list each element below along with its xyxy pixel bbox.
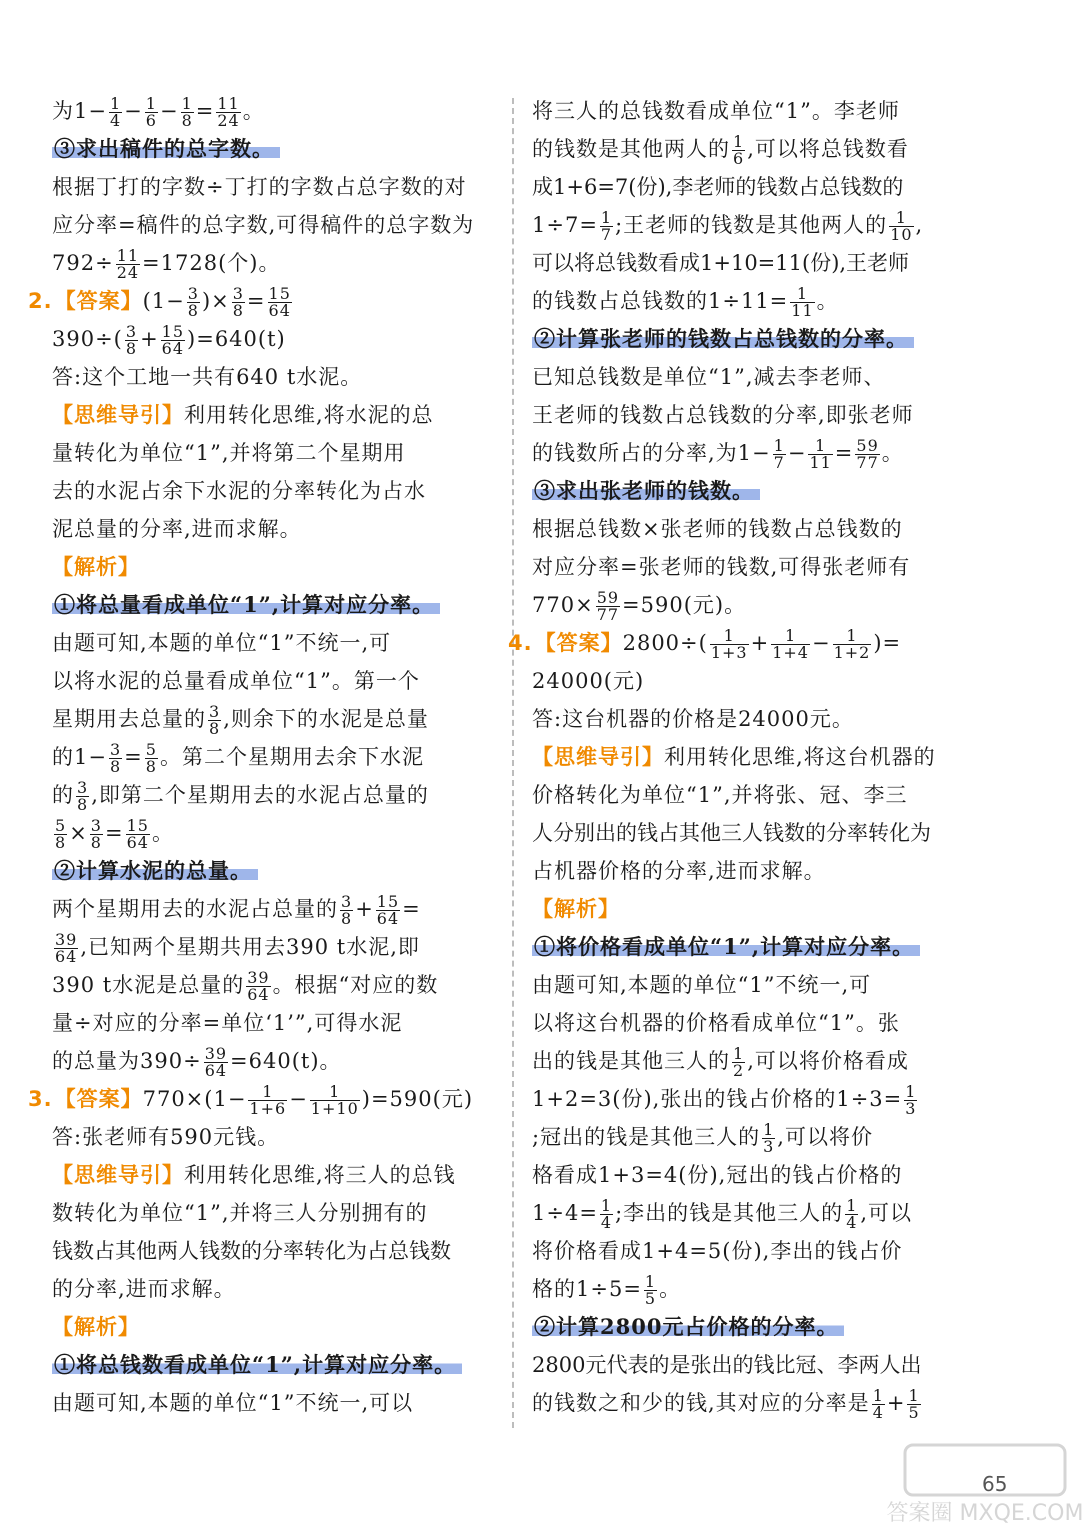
text-line: 的分率,进而求解。 xyxy=(52,1277,236,1301)
text-line: 以将水泥的总量看成单位“1”。第一个 xyxy=(52,669,420,693)
text-line: 应分率=稿件的总字数,可得稿件的总字数为 xyxy=(52,213,475,237)
column-divider xyxy=(512,98,514,1428)
step-heading: ②计算水泥的总量。 xyxy=(52,852,497,890)
text-line: 可以将总钱数看成1+10=11(份),王老师 xyxy=(532,251,910,275)
left-column xyxy=(28,92,497,1422)
text-line: 王老师的钱数占总钱数的分率,即张老师 xyxy=(532,403,914,427)
text-line: 根据总钱数×张老师的钱数占总钱数的 xyxy=(532,517,903,541)
text-line: $\frac{39}{64}$ ,已知两个星期共用去390 t水泥,即 xyxy=(55,930,420,966)
text-line: 星期用去总量的 $\frac{3}{8}$ ,则余下的水泥是总量 xyxy=(52,702,429,738)
text-line: 2800元代表的是张出的钱比冠、李两人出 xyxy=(532,1353,922,1377)
page-number: 65 xyxy=(982,1472,1008,1496)
text-line: 的钱数所占的分率,为1− $\frac{1}{7}$ − $\frac{1}{11}$ = $\frac{59}{77}$ 。 xyxy=(532,436,904,472)
step-heading: ②计算张老师的钱数占总钱数的分率。 xyxy=(532,320,977,358)
text-line: 1+2=3(份),张出的钱占价格的1÷3= $\frac{1}{3}$ xyxy=(532,1082,917,1118)
text-line: 答:张老师有590元钱。 xyxy=(52,1125,280,1149)
answer-line: 2.【答案】(1− $\frac{3}{8}$ )× $\frac{3}{8}$ = $\frac{15}{64}$ xyxy=(28,284,291,320)
text-line: 为1− $\frac{1}{4}$ − $\frac{1}{6}$ − $\frac{1}{8}$ = $\frac{11}{24}$ 。 xyxy=(52,94,265,130)
guide-line: 【思维导引】利用转化思维,将三人的总钱 xyxy=(52,1162,456,1187)
analysis-tag: 【解析】 xyxy=(52,1314,140,1339)
text-line: 已知总钱数是单位“1”,减去李老师、 xyxy=(532,365,886,389)
text-line: 的 $\frac{3}{8}$ ,即第二个星期用去的水泥占总量的 xyxy=(52,778,429,814)
text-line: 钱数占其他两人钱数的分率转化为占总钱数 xyxy=(52,1239,451,1263)
text-line: 1÷4= $\frac{1}{4}$ ;李出的钱是其他三人的 $\frac{1}{4}$ ,可以 xyxy=(532,1196,913,1232)
text-line: 的钱数是其他两人的 $\frac{1}{6}$ ,可以将总钱数看 xyxy=(532,132,909,168)
text-line: 将三人的总钱数看成单位“1”。李老师 xyxy=(532,99,900,123)
text-line: 1÷7= $\frac{1}{7}$ ;王老师的钱数是其他两人的 $\frac{1}{10}$ , xyxy=(532,208,924,244)
step-heading: ②计算2800元占价格的分率。 xyxy=(532,1308,977,1346)
text-line: 以将这台机器的价格看成单位“1”。张 xyxy=(532,1011,900,1035)
analysis-tag: 【解析】 xyxy=(52,554,140,579)
text-line: 答:这个工地一共有640 t水泥。 xyxy=(52,365,363,389)
text-line: 的1− $\frac{3}{8}$ = $\frac{5}{8}$ 。第二个星期用去余下水泥 xyxy=(52,740,424,776)
answer-line: 3.【答案】770×(1− $\frac{1}{1+6}$ − $\frac{1}{1+10}$ )=590(元) xyxy=(28,1082,474,1118)
text-line: 成1+6=7(份),李老师的钱数占总钱数的 xyxy=(532,175,904,199)
text-line: 答:这台机器的价格是24000元。 xyxy=(532,707,854,731)
step-heading: ③求出稿件的总字数。 xyxy=(52,130,497,168)
guide-line: 【思维导引】利用转化思维,将水泥的总 xyxy=(52,402,434,427)
text-line: ;冠出的钱是其他三人的 $\frac{1}{3}$ ,可以将价 xyxy=(532,1120,873,1156)
text-line: 将价格看成1+4=5(份),李出的钱占价 xyxy=(532,1239,903,1263)
text-line: 770× $\frac{59}{77}$ =590(元)。 xyxy=(532,588,747,624)
step-heading: ①将总量看成单位“1”,计算对应分率。 xyxy=(52,586,497,624)
text-line: 数转化为单位“1”,并将三人分别拥有的 xyxy=(52,1201,428,1225)
step-heading: ①将总钱数看成单位“1”,计算对应分率。 xyxy=(52,1346,497,1384)
text-line: 出的钱是其他三人的 $\frac{1}{2}$ ,可以将价格看成 xyxy=(532,1044,909,1080)
right-column xyxy=(508,92,977,1422)
text-line: 由题可知,本题的单位“1”不统一,可 xyxy=(52,631,392,655)
text-line: $\frac{5}{8}$ × $\frac{3}{8}$ = $\frac{15}{64}$ 。 xyxy=(55,816,174,852)
step-heading: ①将价格看成单位“1”,计算对应分率。 xyxy=(532,928,977,966)
text-line: 格看成1+3=4(份),冠出的钱占价格的 xyxy=(532,1163,903,1187)
text-line: 格的1÷5= $\frac{1}{5}$ 。 xyxy=(532,1272,682,1308)
analysis-tag: 【解析】 xyxy=(532,896,620,921)
text-line: 由题可知,本题的单位“1”不统一,可 xyxy=(532,973,872,997)
text-line: 390 t水泥是总量的 $\frac{39}{64}$ 。根据“对应的数 xyxy=(52,968,439,1004)
text-line: 占机器价格的分率,进而求解。 xyxy=(532,859,826,883)
text-line: 泥总量的分率,进而求解。 xyxy=(52,517,302,541)
text-line: 的钱数占总钱数的1÷11= $\frac{1}{11}$ 。 xyxy=(532,284,839,320)
step-heading: ③求出张老师的钱数。 xyxy=(532,472,977,510)
text-line: 去的水泥占余下水泥的分率转化为占水 xyxy=(52,479,426,503)
text-line: 24000(元) xyxy=(532,669,645,693)
text-line: 792÷ $\frac{11}{24}$ =1728(个)。 xyxy=(52,246,281,282)
text-line: 的总量为390÷ $\frac{39}{64}$ =640(t)。 xyxy=(52,1044,342,1080)
text-line: 由题可知,本题的单位“1”不统一,可以 xyxy=(52,1391,414,1415)
text-line: 根据丁打的字数÷丁打的字数占总字数的对 xyxy=(52,175,467,199)
text-line: 价格转化为单位“1”,并将张、冠、李三 xyxy=(532,783,908,807)
watermark-text: 答案圈 MXQE.COM xyxy=(886,1501,1083,1526)
text-line: 量转化为单位“1”,并将第二个星期用 xyxy=(52,441,406,465)
text-line: 两个星期用去的水泥占总量的 $\frac{3}{8}$ + $\frac{15}{64}$ = xyxy=(52,892,421,928)
text-line: 的钱数之和少的钱,其对应的分率是 $\frac{1}{4}$ + $\frac{1}{5}$ xyxy=(532,1386,920,1422)
text-line: 对应分率=张老师的钱数,可得张老师有 xyxy=(532,555,911,579)
answer-line: 4.【答案】2800÷( $\frac{1}{1+3}$ + $\frac{1}{1+4}$ − $\frac{1}{1+2}$ )= xyxy=(508,626,902,662)
text-line: 量÷对应的分率=单位‘1’”,可得水泥 xyxy=(52,1011,403,1035)
guide-line: 【思维导引】利用转化思维,将这台机器的 xyxy=(532,744,936,769)
text-line: 人分别出的钱占其他三人钱数的分率转化为 xyxy=(532,821,931,845)
text-line: 390÷( $\frac{3}{8}$ + $\frac{15}{64}$ )=640(t) xyxy=(52,322,286,358)
